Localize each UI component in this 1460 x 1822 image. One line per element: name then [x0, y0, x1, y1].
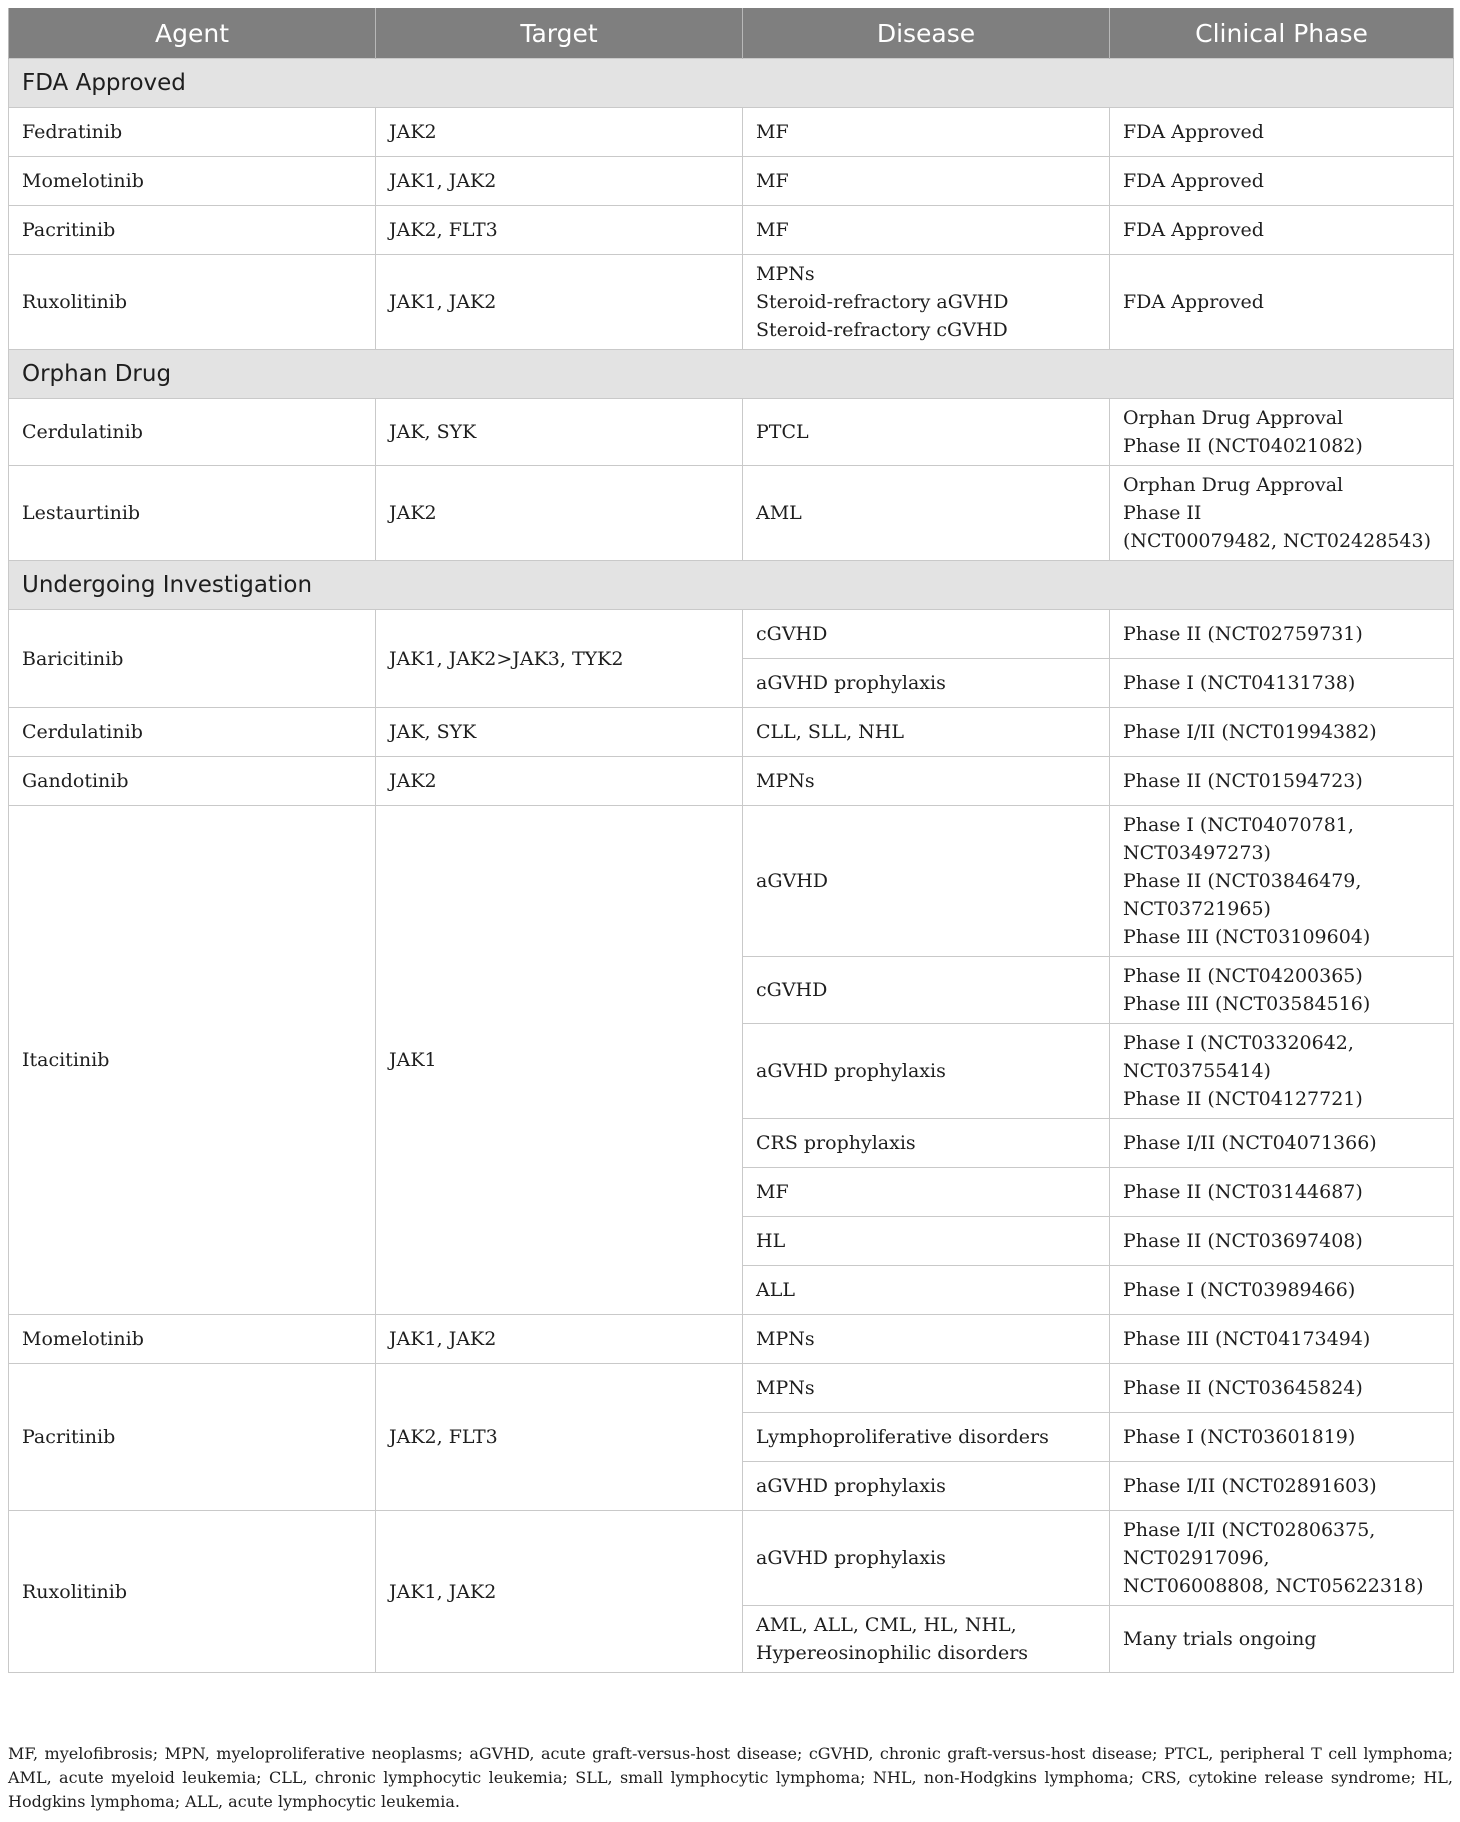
table-row: [9, 466, 1454, 561]
phase-cell: FDA Approved: [1110, 206, 1454, 255]
disease-cell: HL: [743, 1217, 1110, 1266]
disease-cell: CLL, SLL, NHL: [743, 708, 1110, 757]
table-footnote: MF, myelofibrosis; MPN, myeloproliferative neoplasms; aGVHD, acute graft-versus-host disease; cGVHD, chronic graft-versus-host disease; PTCL, peripheral T cell lymphoma; AML, acute myeloid leukemia; CLL, chronic lymphocytic leukemia; SLL, small lymphocytic lymphoma; NHL, non-Hodgkins lymphoma; CRS, cytokine release syndrome; HL, Hodgkins lymphoma; ALL, acute lymphocytic leukemia.: [8, 1744, 1453, 1811]
table-row: [9, 708, 1454, 757]
disease-cell: MPNs: [743, 1364, 1110, 1413]
disease-cell: MF: [743, 206, 1110, 255]
target-cell: JAK, SYK: [376, 399, 743, 466]
disease-cell: aGVHD: [743, 806, 1110, 957]
agent-cell: Fedratinib: [9, 108, 376, 157]
agent-cell: Cerdulatinib: [9, 708, 376, 757]
phase-cell: Phase I/II (NCT01994382): [1110, 708, 1454, 757]
phase-cell: FDA Approved: [1110, 108, 1454, 157]
disease-cell: cGVHD: [743, 957, 1110, 1024]
target-cell: JAK2: [376, 757, 743, 806]
target-cell: JAK1, JAK2: [376, 1511, 743, 1673]
header-row: [9, 8, 1454, 59]
agent-cell: Cerdulatinib: [9, 399, 376, 466]
target-cell: JAK2: [376, 108, 743, 157]
disease-cell: MPNs: [743, 1315, 1110, 1364]
section-row: [9, 561, 1454, 610]
disease-cell: AML, ALL, CML, HL, NHL, Hypereosinophilic disorders: [743, 1606, 1110, 1673]
table-row: [9, 1511, 1454, 1606]
table-row: [9, 206, 1454, 255]
header-target: Target: [376, 8, 743, 59]
disease-cell: ALL: [743, 1266, 1110, 1315]
header-disease: Disease: [743, 8, 1110, 59]
target-cell: JAK2, FLT3: [376, 206, 743, 255]
phase-cell: Phase I/II (NCT04071366): [1110, 1119, 1454, 1168]
section-orphan-drug: Orphan Drug: [9, 350, 1454, 399]
disease-cell: MF: [743, 1168, 1110, 1217]
table-row: [9, 806, 1454, 957]
table-row: [9, 108, 1454, 157]
phase-cell: Phase I (NCT04131738): [1110, 659, 1454, 708]
agent-cell: Gandotinib: [9, 757, 376, 806]
table-row: [9, 399, 1454, 466]
disease-cell: aGVHD prophylaxis: [743, 1511, 1110, 1606]
disease-cell: MF: [743, 157, 1110, 206]
phase-cell: Orphan Drug Approval Phase II (NCT00079482, NCT02428543): [1110, 466, 1454, 561]
phase-cell: Phase III (NCT04173494): [1110, 1315, 1454, 1364]
disease-cell: AML: [743, 466, 1110, 561]
disease-cell: PTCL: [743, 399, 1110, 466]
disease-cell: MPNs Steroid-refractory aGVHD Steroid-refractory cGVHD: [743, 255, 1110, 350]
phase-cell: Orphan Drug Approval Phase II (NCT04021082): [1110, 399, 1454, 466]
target-cell: JAK2: [376, 466, 743, 561]
phase-cell: Phase II (NCT04200365) Phase III (NCT03584516): [1110, 957, 1454, 1024]
phase-cell: Phase II (NCT01594723): [1110, 757, 1454, 806]
agent-cell: Itacitinib: [9, 806, 376, 1315]
disease-cell: MPNs: [743, 757, 1110, 806]
phase-cell: Phase II (NCT03645824): [1110, 1364, 1454, 1413]
table-row: [9, 1315, 1454, 1364]
section-row: [9, 350, 1454, 399]
phase-cell: Phase I/II (NCT02806375, NCT02917096, NCT06008808, NCT05622318): [1110, 1511, 1454, 1606]
table-row: [9, 157, 1454, 206]
table-row: [9, 757, 1454, 806]
agent-cell: Ruxolitinib: [9, 1511, 376, 1673]
section-row: [9, 59, 1454, 108]
disease-cell: aGVHD prophylaxis: [743, 659, 1110, 708]
section-fda-approved: FDA Approved: [9, 59, 1454, 108]
agent-cell: Momelotinib: [9, 157, 376, 206]
jak-inhibitor-table: [8, 8, 1454, 1673]
header-clinical-phase: Clinical Phase: [1110, 8, 1454, 59]
table-row: [9, 610, 1454, 659]
disease-cell: MF: [743, 108, 1110, 157]
phase-cell: FDA Approved: [1110, 255, 1454, 350]
agent-cell: Pacritinib: [9, 206, 376, 255]
agent-cell: Pacritinib: [9, 1364, 376, 1511]
phase-cell: Phase II (NCT03144687): [1110, 1168, 1454, 1217]
table-row: [9, 255, 1454, 350]
target-cell: JAK1, JAK2: [376, 157, 743, 206]
phase-cell: FDA Approved: [1110, 157, 1454, 206]
agent-cell: Ruxolitinib: [9, 255, 376, 350]
agent-cell: Baricitinib: [9, 610, 376, 708]
disease-cell: Lymphoproliferative disorders: [743, 1413, 1110, 1462]
phase-cell: Many trials ongoing: [1110, 1606, 1454, 1673]
phase-cell: Phase I (NCT03320642, NCT03755414) Phase II (NCT04127721): [1110, 1024, 1454, 1119]
table-container: [8, 8, 1453, 1673]
table-row: [9, 1364, 1454, 1413]
disease-cell: aGVHD prophylaxis: [743, 1462, 1110, 1511]
phase-cell: Phase II (NCT02759731): [1110, 610, 1454, 659]
target-cell: JAK2, FLT3: [376, 1364, 743, 1511]
disease-cell: CRS prophylaxis: [743, 1119, 1110, 1168]
target-cell: JAK1: [376, 806, 743, 1315]
agent-cell: Momelotinib: [9, 1315, 376, 1364]
target-cell: JAK1, JAK2>JAK3, TYK2: [376, 610, 743, 708]
phase-cell: Phase I (NCT04070781, NCT03497273) Phase II (NCT03846479, NCT03721965) Phase III (NCT03109604): [1110, 806, 1454, 957]
disease-cell: cGVHD: [743, 610, 1110, 659]
target-cell: JAK1, JAK2: [376, 255, 743, 350]
target-cell: JAK1, JAK2: [376, 1315, 743, 1364]
agent-cell: Lestaurtinib: [9, 466, 376, 561]
phase-cell: Phase I (NCT03601819): [1110, 1413, 1454, 1462]
phase-cell: Phase I/II (NCT02891603): [1110, 1462, 1454, 1511]
disease-cell: aGVHD prophylaxis: [743, 1024, 1110, 1119]
phase-cell: Phase II (NCT03697408): [1110, 1217, 1454, 1266]
phase-cell: Phase I (NCT03989466): [1110, 1266, 1454, 1315]
header-agent: Agent: [9, 8, 376, 59]
target-cell: JAK, SYK: [376, 708, 743, 757]
section-undergoing-investigation: Undergoing Investigation: [9, 561, 1454, 610]
